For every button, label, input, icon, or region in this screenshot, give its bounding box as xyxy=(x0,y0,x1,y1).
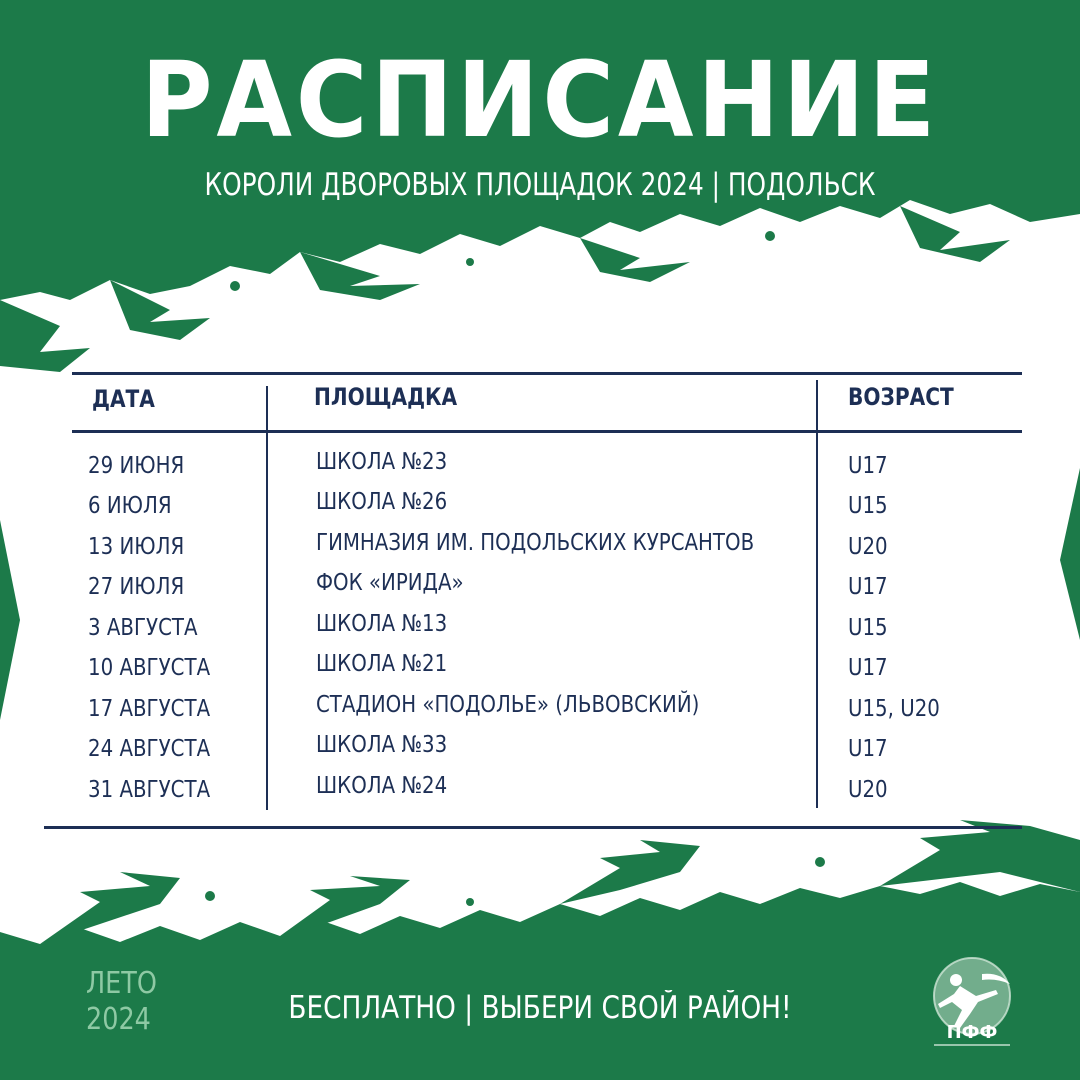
table-row xyxy=(0,770,1080,810)
age-cell: U20 xyxy=(848,777,888,803)
venue-cell: ФОК «ИРИДА» xyxy=(316,570,464,596)
age-cell: U17 xyxy=(848,574,888,600)
date-cell: 13 ИЮЛЯ xyxy=(88,534,185,560)
table-row xyxy=(0,689,1080,729)
table-row xyxy=(0,486,1080,526)
age-cell: U17 xyxy=(848,655,888,681)
page-title: РАСПИСАНИЕ xyxy=(140,39,940,161)
age-cell: U20 xyxy=(848,534,888,560)
column-header-date: ДАТА xyxy=(92,385,155,413)
pff-logo xyxy=(926,956,1018,1052)
table-row xyxy=(0,567,1080,607)
date-cell: 17 АВГУСТА xyxy=(88,696,211,722)
venue-cell: ШКОЛА №26 xyxy=(316,489,448,515)
age-cell: U15 xyxy=(848,615,888,641)
table-row xyxy=(0,729,1080,769)
logo-text: ПФФ xyxy=(946,1022,998,1043)
tagline: БЕСПЛАТНО | ВЫБЕРИ СВОЙ РАЙОН! xyxy=(288,990,792,1026)
date-cell: 24 АВГУСТА xyxy=(88,736,211,762)
soccer-player-icon xyxy=(926,956,1018,1052)
table-row xyxy=(0,446,1080,486)
season-word: ЛЕТО xyxy=(86,966,157,1001)
table-row xyxy=(0,608,1080,648)
table-row xyxy=(0,648,1080,688)
column-header-age: ВОЗРАСТ xyxy=(848,383,954,411)
season-year: 2024 xyxy=(86,1002,151,1037)
table-top-rule xyxy=(72,372,1022,375)
venue-cell: ШКОЛА №13 xyxy=(316,611,448,637)
venue-cell: ШКОЛА №33 xyxy=(316,732,448,758)
table-bottom-rule xyxy=(44,826,1022,829)
date-cell: 27 ИЮЛЯ xyxy=(88,574,185,600)
venue-cell: ШКОЛА №24 xyxy=(316,773,448,799)
table-row xyxy=(0,527,1080,567)
date-cell: 6 ИЮЛЯ xyxy=(88,493,172,519)
venue-cell: СТАДИОН «ПОДОЛЬЕ» (ЛЬВОВСКИЙ) xyxy=(316,692,700,718)
venue-cell: ГИМНАЗИЯ ИМ. ПОДОЛЬСКИХ КУРСАНТОВ xyxy=(316,530,755,556)
table-header-rule xyxy=(72,430,1022,433)
page-subtitle: КОРОЛИ ДВОРОВЫХ ПЛОЩАДОК 2024 | ПОДОЛЬСК xyxy=(204,167,876,203)
date-cell: 10 АВГУСТА xyxy=(88,655,211,681)
age-cell: U17 xyxy=(848,453,888,479)
date-cell: 29 ИЮНЯ xyxy=(88,453,185,479)
venue-cell: ШКОЛА №23 xyxy=(316,449,448,475)
venue-cell: ШКОЛА №21 xyxy=(316,651,448,677)
age-cell: U15, U20 xyxy=(848,696,940,722)
date-cell: 3 АВГУСТА xyxy=(88,615,198,641)
column-header-venue: ПЛОЩАДКА xyxy=(314,383,458,411)
age-cell: U15 xyxy=(848,493,888,519)
age-cell: U17 xyxy=(848,736,888,762)
date-cell: 31 АВГУСТА xyxy=(88,777,211,803)
